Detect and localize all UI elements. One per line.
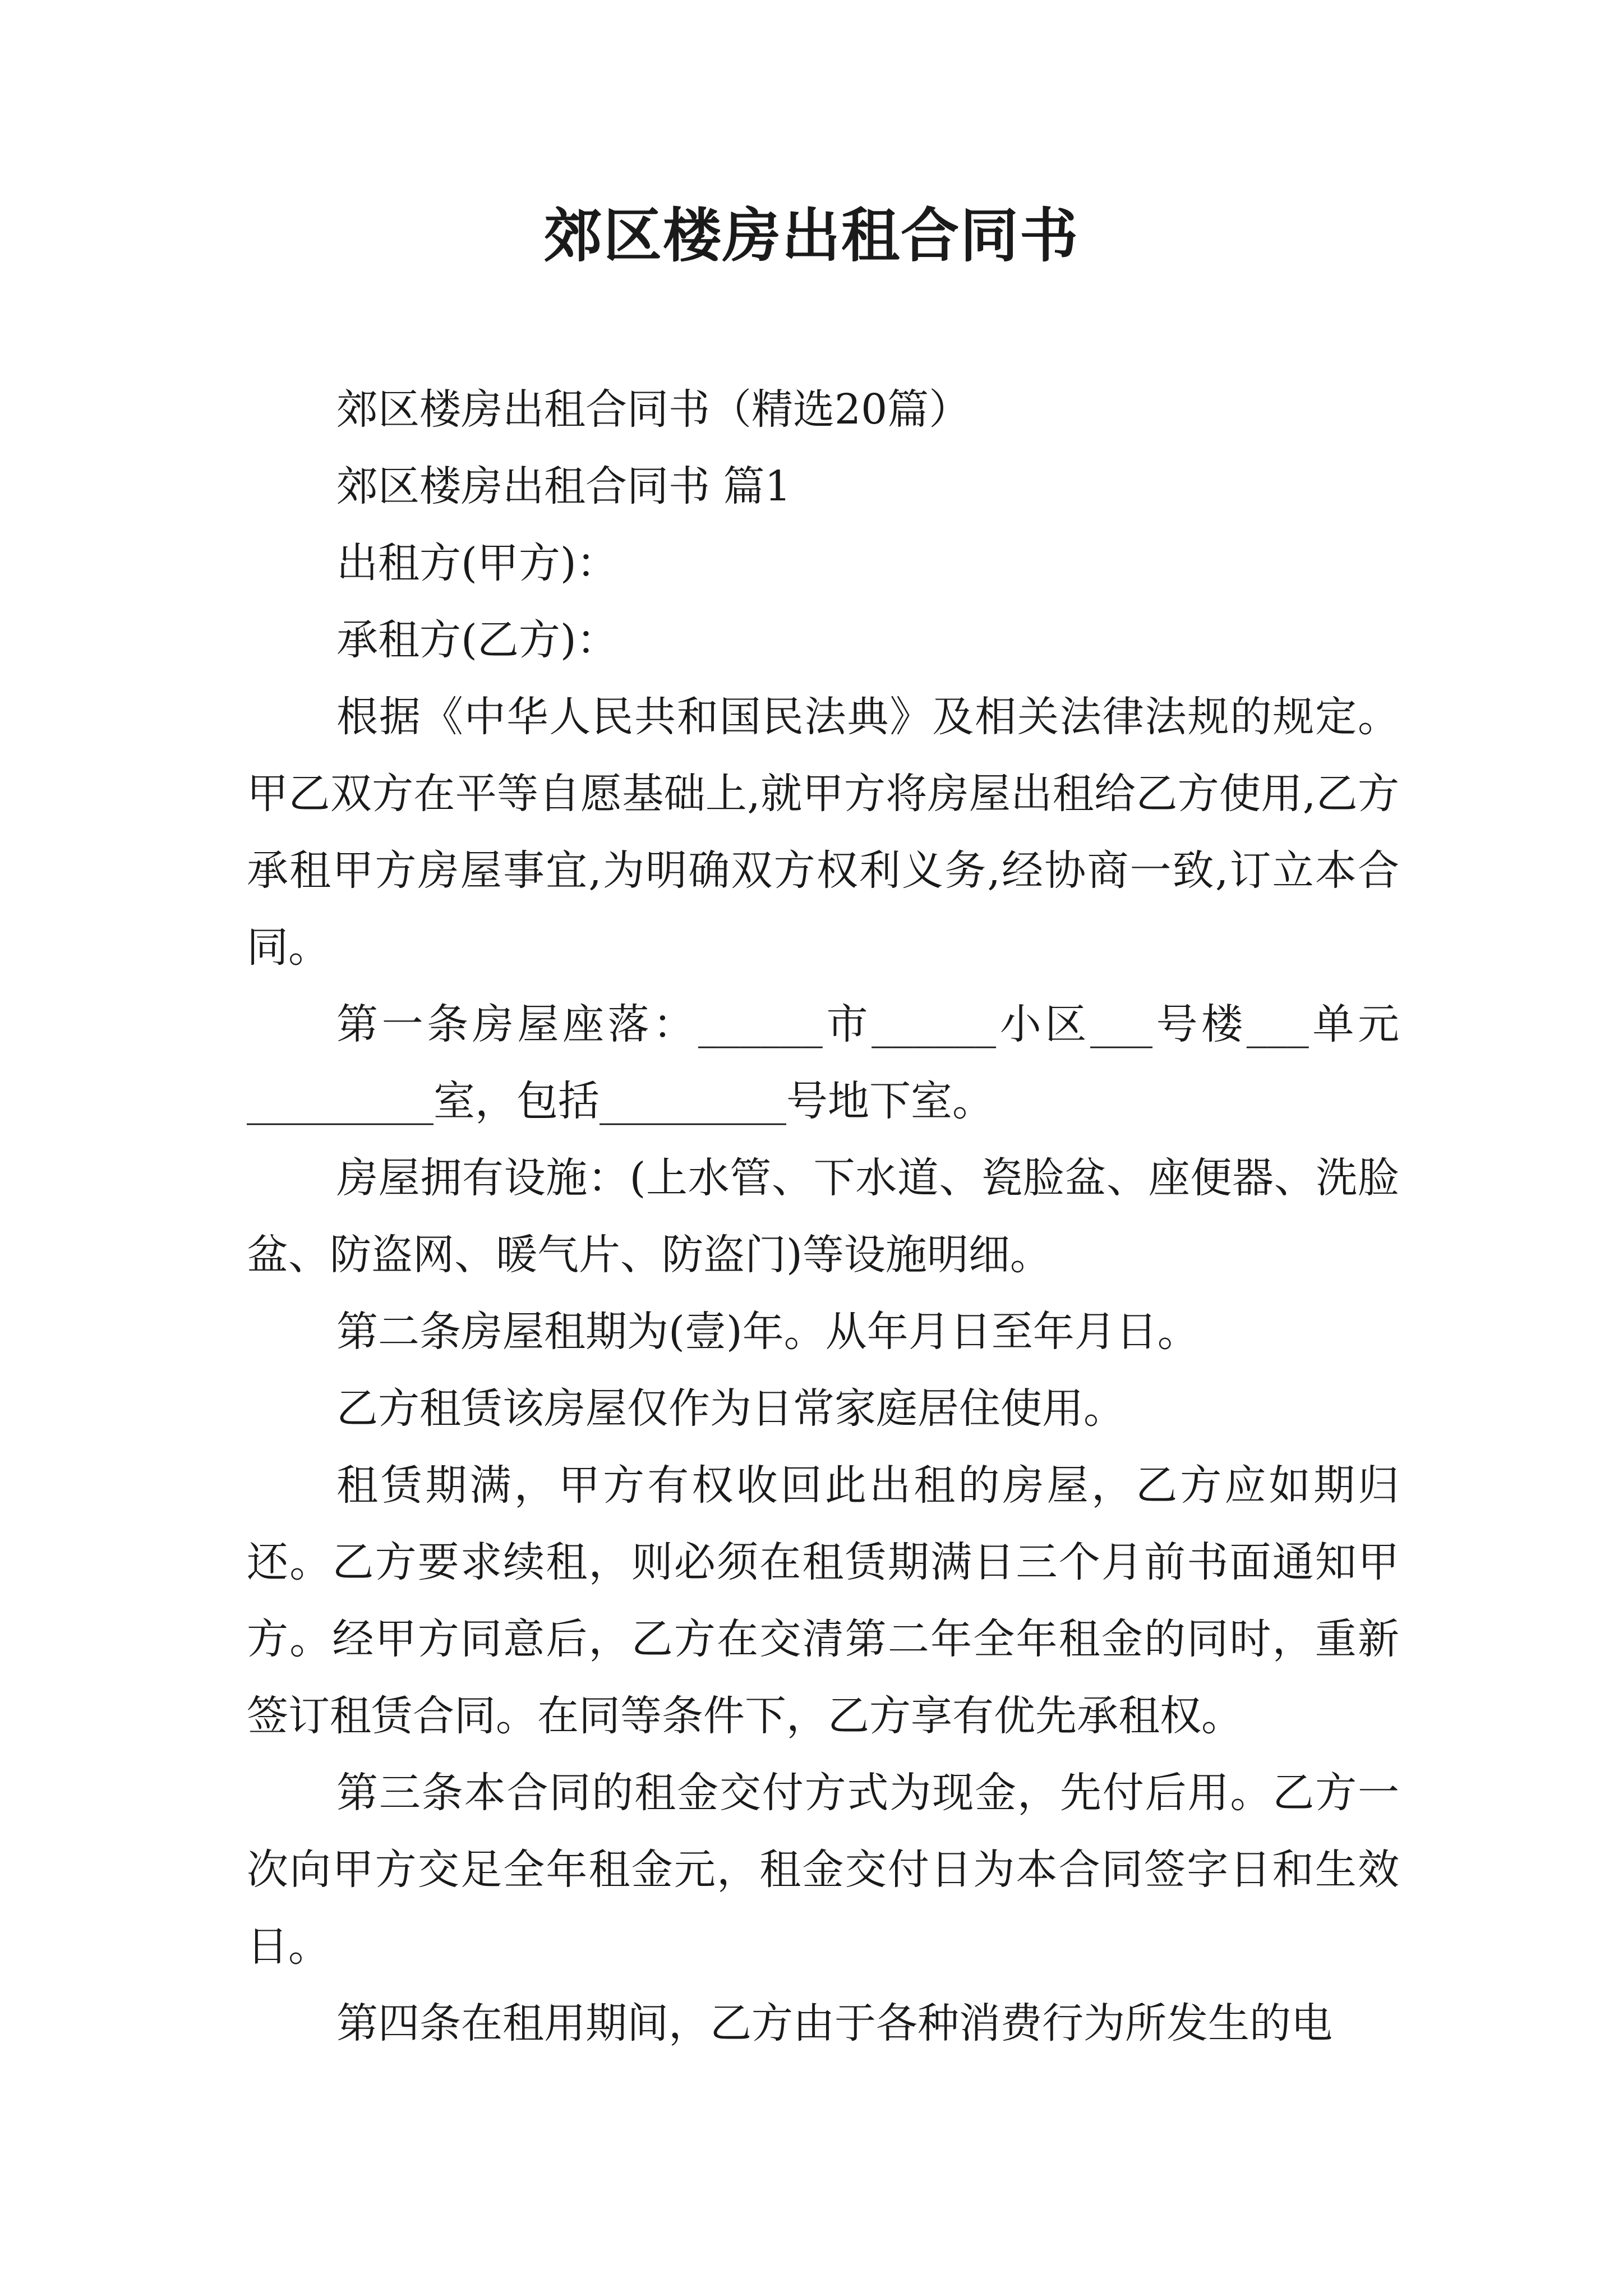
paragraph-usage: 乙方租赁该房屋仅作为日常家庭居住使用。	[336, 1384, 1125, 1433]
paragraph-article-3: 第三条本合同的租金交付方式为现金，先付后用。乙方一次向甲方交足全年租金元，租金交付日为本合同签字日和生效日。	[247, 1769, 1399, 1971]
paragraph-section-heading: 郊区楼房出租合同书 篇1	[336, 462, 791, 510]
paragraph-lessee: 承租方(乙方)：	[336, 616, 618, 664]
paragraph-renewal: 租赁期满，甲方有权收回此出租的房屋，乙方应如期归还。乙方要求续租，则必须在租赁期满日三个月前书面通知甲方。经甲方同意后，乙方在交清第二年全年租金的同时，重新签订租赁合同。在同等条件下，乙方享有优先承租权。	[247, 1461, 1399, 1740]
paragraph-lessor: 出租方(甲方)：	[336, 539, 618, 587]
paragraph-subtitle: 郊区楼房出租合同书（精选20篇）	[336, 385, 971, 434]
paragraph-article-2: 第二条房屋租期为(壹)年。从年月日至年月日。	[336, 1308, 1199, 1356]
paragraph-preamble: 根据《中华人民共和国民法典》及相关法律法规的规定。甲乙双方在平等自愿基础上,就甲方将房屋出租给乙方使用,乙方承租甲方房屋事宜,为明确双方权利义务,经协商一致,订立本合同。	[247, 693, 1399, 972]
document-title: 郊区楼房出租合同书	[543, 201, 1079, 270]
paragraph-facilities: 房屋拥有设施：(上水管、下水道、瓷脸盆、座便器、洗脸盆、防盗网、暖气片、防盗门)等设施明细。	[247, 1154, 1399, 1279]
paragraph-article-4: 第四条在租用期间，乙方由于各种消费行为所发生的电	[336, 1999, 1332, 2047]
paragraph-article-1: 第一条房屋座落：______市______小区___号楼___单元_________室，包括_________号地下室。	[247, 1000, 1399, 1125]
document-body	[247, 371, 1399, 2062]
